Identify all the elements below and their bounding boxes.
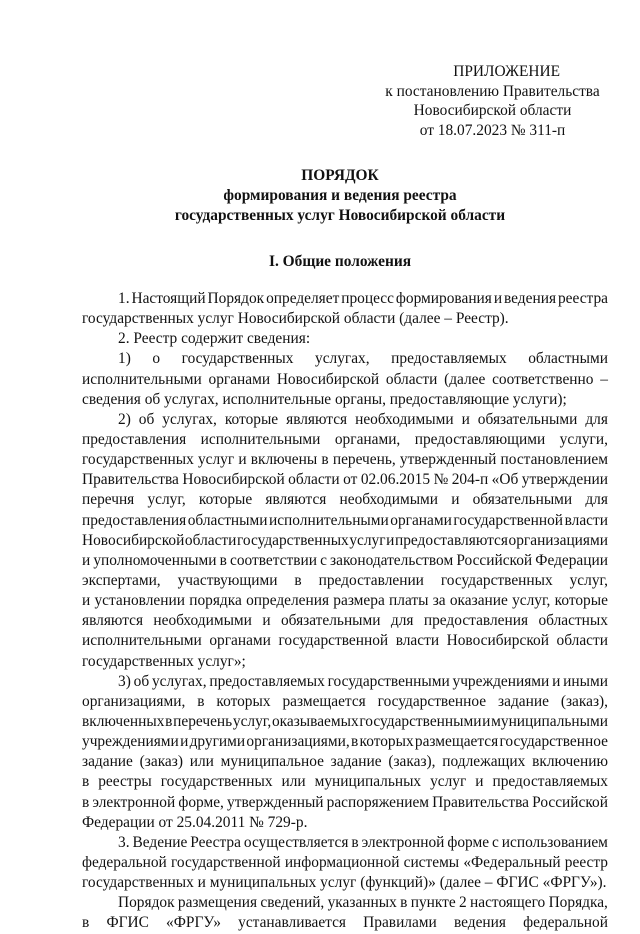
body-line: предоставления областными исполнительными органами государственной власти <box>82 511 608 529</box>
body-line: в электронной форме, утвержденный распоряжением Правительства Российской <box>82 793 608 811</box>
body-line: сведения об услугах, исполнительные органы, предоставляющие услуги); <box>82 390 567 408</box>
body-line: Порядок размещения сведений, указанных в пункте 2 настоящего Порядка, <box>118 894 608 912</box>
body-line: в реестры государственных или муниципальных услуг и предоставляемых <box>82 773 608 791</box>
approval-stamp <box>385 62 600 140</box>
body-line: Новосибирской области государственных услуг и предоставляются организациями <box>82 531 608 549</box>
body-line: исполнительными органами Новосибирской области (далее соответственно – <box>82 370 608 388</box>
body-line: и установлении порядка определения размера платы за оказание услуг, которые <box>82 592 608 610</box>
document-body <box>82 289 608 934</box>
body-line: государственных услуг и включены в перечень, утвержденный постановлением <box>82 451 608 469</box>
body-line: задание (заказ) или муниципальное задание (заказ), подлежащих включению <box>82 753 608 771</box>
section-title: I. Общие положения <box>268 253 412 270</box>
body-line: 1. Настоящий Порядок определяет процесс формирования и ведения реестра <box>118 290 608 307</box>
body-line: федеральной государственной информационной системы «Федеральный реестр <box>82 853 608 871</box>
body-line: включенных в перечень услуг, оказываемых государственными и муниципальными <box>82 712 608 730</box>
appendix-label: ПРИЛОЖЕНИЕ <box>453 63 560 80</box>
body-line: предоставления исполнительными органами, предоставляющими услуги, <box>82 430 608 448</box>
body-line: 3. Ведение Реестра осуществляется в электронной форме с использованием <box>118 833 608 851</box>
body-line: государственных услуг»; <box>82 652 246 670</box>
body-line: 3) об услугах, предоставляемых государственными учреждениями и иными <box>118 672 608 690</box>
body-line: исполнительными органами государственной власти Новосибирской области <box>82 632 608 650</box>
title-heading: ПОРЯДОК <box>301 167 379 184</box>
document-title <box>60 166 620 226</box>
title-subline-1: формирования и ведения реестра <box>223 187 457 204</box>
body-line: 2. Реестр содержит сведения: <box>118 330 311 348</box>
title-subline-2: государственных услуг Новосибирской области <box>174 207 506 224</box>
body-line: 1) о государственных услугах, предоставляемых областными <box>118 350 608 368</box>
body-line: 2) об услугах, которые являются необходимыми и обязательными для <box>118 410 608 428</box>
resolution-date-number: от 18.07.2023 № 311-п <box>419 121 566 139</box>
resolution-line: к постановлению Правительства <box>385 82 600 100</box>
body-line: являются необходимыми и обязательными для предоставления областных <box>82 612 608 630</box>
body-line: и уполномоченными в соответствии с законодательством Российской Федерации <box>82 551 608 569</box>
body-line: Федерации от 25.04.2011 № 729-р. <box>82 813 308 831</box>
body-line: в ФГИС «ФРГУ» устанавливается Правилами ведения федеральной <box>82 914 608 932</box>
body-line: экспертами, участвующими в предоставлении государственных услуг, <box>82 571 608 589</box>
body-line: государственных услуг Новосибирской области (далее – Реестр). <box>82 310 509 328</box>
body-line: учреждениями и другими организациями, в которых размещается государственное <box>82 733 608 751</box>
body-line: организациями, в которых размещается государственное задание (заказ), <box>82 692 608 710</box>
region-line: Новосибирской области <box>413 102 572 119</box>
body-line: Правительства Новосибирской области от 02.06.2015 № 204-п «Об утверждении <box>82 471 608 489</box>
body-line: перечня услуг, которые являются необходимыми и обязательными для <box>82 491 608 509</box>
body-line: государственных и муниципальных услуг (функций)» (далее – ФГИС «ФРГУ»). <box>82 874 607 892</box>
